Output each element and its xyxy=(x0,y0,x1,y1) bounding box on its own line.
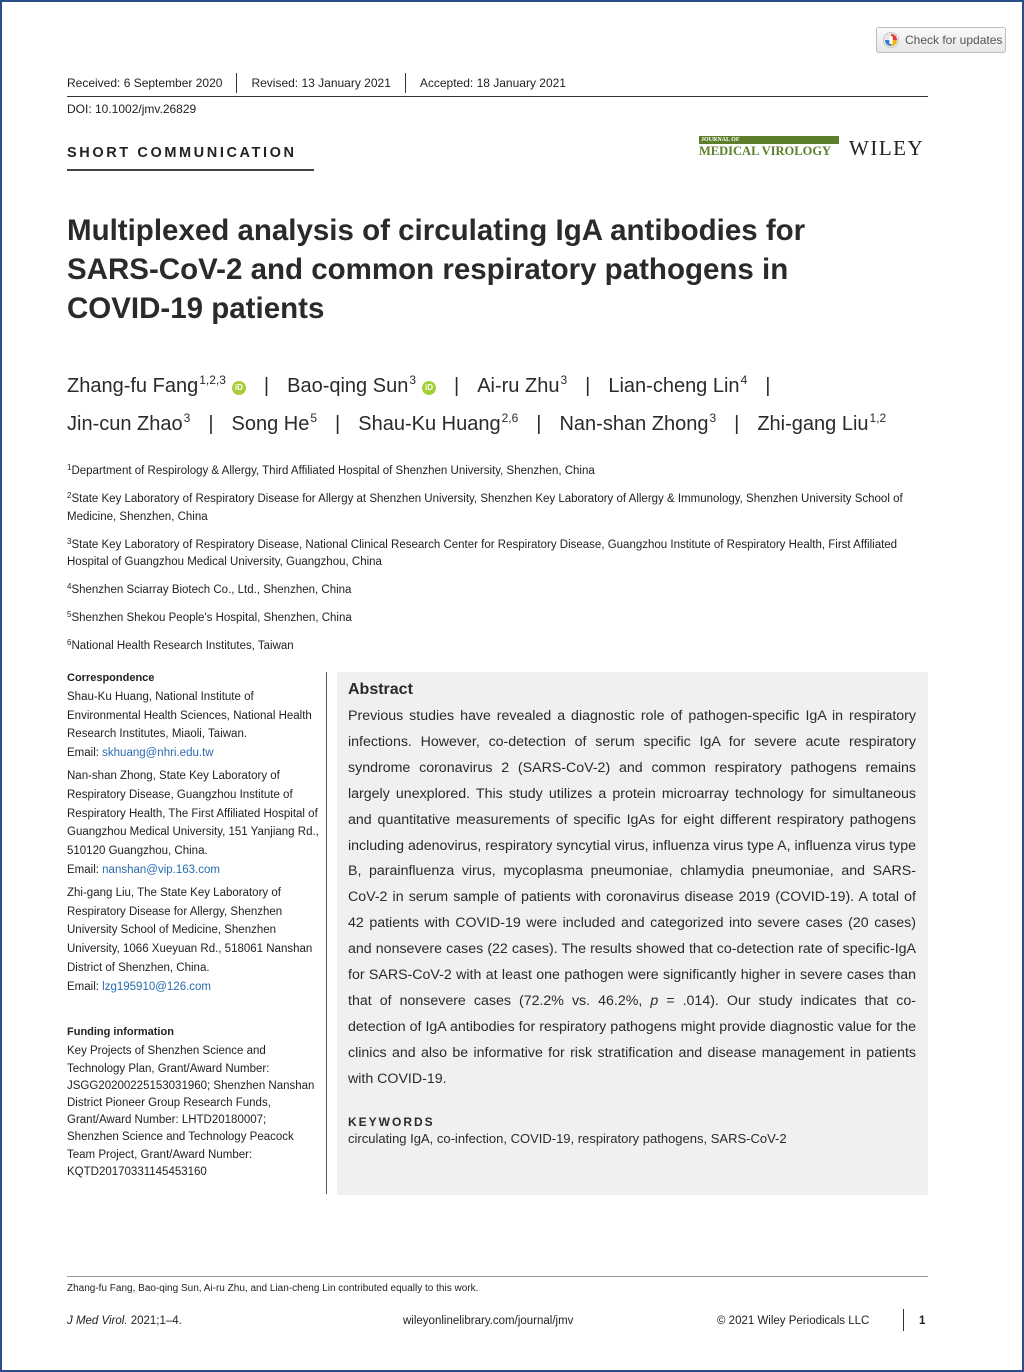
article-sidebar xyxy=(67,669,319,1181)
affiliation xyxy=(67,606,929,628)
author[interactable] xyxy=(608,375,747,397)
keywords-heading: KEYWORDS xyxy=(348,1114,435,1129)
affiliation-text: Shenzhen Shekou People's Hospital, Shenzhen, China xyxy=(71,612,352,624)
revised-date: Revised: 13 January 2021 xyxy=(251,76,391,90)
author-separator: | xyxy=(335,413,341,435)
section-underline xyxy=(67,169,314,171)
email-label: Email: xyxy=(67,747,103,760)
publisher-logo: WILEY xyxy=(849,136,925,160)
email-link[interactable]: nanshan@vip.163.com xyxy=(102,863,220,876)
author-name: Lian-cheng Lin xyxy=(608,375,740,397)
email-link[interactable]: skhuang@nhri.edu.tw xyxy=(102,747,214,760)
affiliation-number: 1 xyxy=(67,463,72,472)
author-separator: | xyxy=(263,375,270,397)
affiliation-number: 5 xyxy=(67,610,72,619)
orcid-icon[interactable]: iD xyxy=(422,381,436,395)
author-affil-sup: 4 xyxy=(740,373,748,387)
affiliation xyxy=(67,533,929,572)
author[interactable] xyxy=(67,413,190,435)
author[interactable] xyxy=(287,375,416,397)
correspondence-address: Nan-shan Zhong, State Key Laboratory of Respiratory Disease, Guangzhou Institute of Respiratory Health, The First Affiliated Hospital of Guangzhou Medical University, 151 Yanjiang Rd., 510120 Guangzhou, China. xyxy=(67,769,319,858)
footer-year-pages: 2021;1–4. xyxy=(127,1315,182,1327)
author-separator: | xyxy=(536,413,542,435)
p-value-symbol: p xyxy=(650,992,659,1009)
email-link[interactable]: lzg195910@126.com xyxy=(102,980,212,993)
section-label: SHORT COMMUNICATION xyxy=(67,145,297,161)
footer-journal: J Med Virol. xyxy=(67,1315,128,1327)
author[interactable] xyxy=(559,413,716,435)
author-separator: | xyxy=(454,375,460,397)
abstract-box xyxy=(337,672,928,1195)
correspondence-entry xyxy=(67,884,319,997)
footnote-rule xyxy=(67,1276,928,1277)
author-name: Ai-ru Zhu xyxy=(477,375,560,397)
correspondence-entry xyxy=(67,688,319,763)
journal-logo-name: MEDICAL VIROLOGY xyxy=(699,144,832,158)
correspondence-heading: Correspondence xyxy=(67,672,155,684)
correspondence-address: Shau-Ku Huang, National Institute of Environmental Health Sciences, National Health Research Institutes, Miaoli, Taiwan. xyxy=(67,690,312,741)
abstract-text-part: Previous studies have revealed a diagnostic role of pathogen-specific IgA in respiratory infections. However, co-detection of serum specific IgA for severe acute respiratory syndrome coronavirus 2 (SARS-CoV-2) and common respiratory pathogens remains largely unexplored. This study utilizes a protein microarray technology for simultaneous and quantitative measurements of specific IgAs for eight different respiratory pathogens including adenovirus, respiratory syncytial virus, influenza virus type A, influenza virus type B, parainfluenza virus, mycoplasma pneumoniae, chlamydia pneumoniae, and SARS-CoV-2 in serum sample of patients with coronavirus disease 2019 (COVID-19). A total of 42 patients with COVID-19 were included and categorized into severe cases (20 cases) and nonsevere cases (22 cases). The results showed that co-detection rate of specific-IgA for SARS-CoV-2 with at least one pathogen were significantly higher in severe cases than that of nonsevere cases (72.2% vs. 46.2%, xyxy=(348,708,916,1009)
footer-divider xyxy=(903,1309,904,1331)
author-name: Song He xyxy=(231,413,310,435)
author-name: Shau-Ku Huang xyxy=(358,413,501,435)
author[interactable] xyxy=(358,413,518,435)
author-affil-sup: 2,6 xyxy=(501,411,519,425)
affiliation xyxy=(67,459,929,481)
author[interactable] xyxy=(67,375,226,397)
orcid-icon[interactable]: iD xyxy=(232,381,246,395)
author-affil-sup: 3 xyxy=(183,411,191,425)
date-divider xyxy=(405,73,406,93)
author-affil-sup: 5 xyxy=(310,411,318,425)
affiliation-text: State Key Laboratory of Respiratory Disease for Allergy at Shenzhen University, Shenzhen Key Laboratory of Allergy & Immunology, Shenzhen University School of Medicine, Shenzhen, China xyxy=(67,493,903,523)
affiliation-number: 3 xyxy=(67,536,72,546)
received-date: Received: 6 September 2020 xyxy=(67,76,223,90)
updates-icon xyxy=(883,32,899,48)
footer-copyright: © 2021 Wiley Periodicals LLC xyxy=(717,1315,870,1327)
funding-heading: Funding information xyxy=(67,1025,174,1038)
funding-text: Key Projects of Shenzhen Science and Technology Plan, Grant/Award Number: JSGG20200225153031960; Shenzhen Nanshan District Pioneer Group Research Funds, Grant/Award Number: LHTD20180007; Shenzhen Science and Technology Peacock Team Project, Grant/Award Number: KQTD20170331145453160 xyxy=(67,1045,315,1178)
doi: DOI: 10.1002/jmv.26829 xyxy=(67,102,197,116)
footer-citation xyxy=(67,1315,182,1327)
author-name: Jin-cun Zhao xyxy=(67,413,183,435)
article-title: Multiplexed analysis of circulating IgA antibodies for SARS-CoV-2 and common respiratory pathogens in COVID-19 patients xyxy=(67,214,806,325)
affiliation-number: 4 xyxy=(67,582,72,591)
author-separator: | xyxy=(734,413,740,435)
affiliation-number: 2 xyxy=(67,491,72,500)
author-line xyxy=(67,402,937,440)
author-separator: | xyxy=(208,413,214,435)
page-number: 1 xyxy=(919,1315,926,1327)
abstract-heading: Abstract xyxy=(348,681,413,698)
sidebar-divider xyxy=(326,672,327,1194)
author-name: Nan-shan Zhong xyxy=(559,413,709,435)
affiliation-text: State Key Laboratory of Respiratory Disease, National Clinical Research Center for Respiratory Disease, Guangzhou Institute of Respiratory Health, First Affiliated Hospital of Guangzhou Medical University, Guangzhou, China xyxy=(67,538,898,568)
email-label: Email: xyxy=(67,863,103,876)
accepted-date: Accepted: 18 January 2021 xyxy=(419,76,566,90)
author-name: Bao-qing Sun xyxy=(287,375,409,397)
affiliation-list xyxy=(67,459,929,662)
author-affil-sup: 3 xyxy=(560,373,568,387)
contribution-footnote: Zhang-fu Fang, Bao-qing Sun, Ai-ru Zhu, and Lian-cheng Lin contributed equally to this work. xyxy=(67,1283,479,1294)
header-rule xyxy=(67,96,928,97)
author[interactable] xyxy=(757,413,886,435)
correspondence-address: Zhi-gang Liu, The State Key Laboratory of Respiratory Disease for Allergy, Shenzhen University School of Medicine, Shenzhen University, 1066 Xueyuan Rd., 518061 Nanshan District of Shenzhen, China. xyxy=(67,886,313,974)
author-name: Zhang-fu Fang xyxy=(67,375,199,397)
footer-url[interactable]: wileyonlinelibrary.com/journal/jmv xyxy=(403,1315,574,1327)
author-affil-sup: 3 xyxy=(409,373,416,387)
affiliation xyxy=(67,487,929,526)
journal-logo xyxy=(699,136,839,160)
author-affil-sup: 3 xyxy=(709,411,717,425)
affiliation-text: Department of Respirology & Allergy, Third Affiliated Hospital of Shenzhen University, Shenzhen, China xyxy=(71,465,595,477)
author-separator: | xyxy=(765,375,771,397)
author[interactable] xyxy=(477,375,567,397)
check-for-updates-label: Check for updates xyxy=(905,33,1003,47)
article-dates xyxy=(67,76,566,93)
affiliation xyxy=(67,634,929,656)
affiliation-text: National Health Research Institutes, Taiwan xyxy=(71,640,294,652)
abstract-text-part: = .014). Our study indicates that co-detection of IgA antibodies for respiratory pathogens might provide diagnostic value for the clinics and also be informative for risk stratification and disease management in patients with COVID-19. xyxy=(348,992,916,1087)
correspondence-entry xyxy=(67,767,319,880)
keywords-text: circulating IgA, co-infection, COVID-19, respiratory pathogens, SARS-CoV-2 xyxy=(348,1130,787,1146)
author-name: Zhi-gang Liu xyxy=(757,413,869,435)
email-label: Email: xyxy=(67,980,103,993)
abstract-text xyxy=(348,704,916,1093)
journal-logo-top: JOURNAL OF xyxy=(699,136,839,144)
author-affil-sup: 1,2,3 xyxy=(199,373,226,387)
date-divider xyxy=(236,73,237,93)
affiliation-number: 6 xyxy=(67,638,72,647)
author-line xyxy=(67,364,937,402)
author-separator: | xyxy=(585,375,591,397)
affiliation-text: Shenzhen Sciarray Biotech Co., Ltd., Shenzhen, China xyxy=(71,584,352,596)
author-affil-sup: 1,2 xyxy=(869,411,887,425)
author[interactable] xyxy=(232,413,318,435)
check-for-updates-button[interactable] xyxy=(876,27,1006,53)
affiliation xyxy=(67,578,929,600)
author-list xyxy=(67,364,937,440)
